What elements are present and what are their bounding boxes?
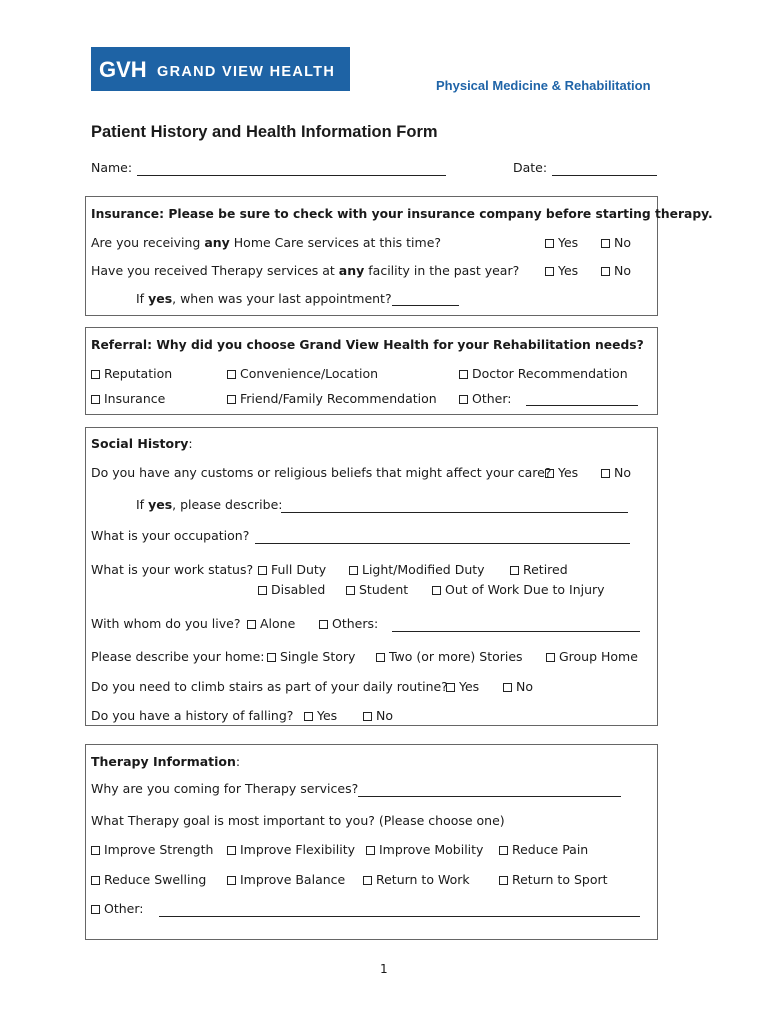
stairs-yes[interactable]: Yes xyxy=(446,679,479,695)
home-care-question: Are you receiving any Home Care services at this time? xyxy=(91,235,442,250)
referral-other-field[interactable] xyxy=(526,405,638,406)
checkbox-icon[interactable] xyxy=(91,370,100,379)
goal-improve-mobility[interactable]: Improve Mobility xyxy=(366,842,483,858)
name-field[interactable] xyxy=(137,175,446,176)
checkbox-icon[interactable] xyxy=(346,586,355,595)
checkbox-icon[interactable] xyxy=(319,620,328,629)
live-alone[interactable]: Alone xyxy=(247,616,295,632)
therapy-why-field[interactable] xyxy=(358,796,621,797)
checkbox-icon[interactable] xyxy=(601,267,610,276)
goal-improve-flexibility[interactable]: Improve Flexibility xyxy=(227,842,355,858)
department-label: Physical Medicine & Rehabilitation xyxy=(436,78,651,93)
beliefs-describe-label: If yes, please describe: xyxy=(136,497,283,512)
name-label: Name: xyxy=(91,160,133,175)
checkbox-icon[interactable] xyxy=(499,846,508,855)
checkbox-icon[interactable] xyxy=(446,683,455,692)
checkbox-icon[interactable] xyxy=(545,239,554,248)
goal-other[interactable]: Other: xyxy=(91,901,143,917)
referral-insurance[interactable]: Insurance xyxy=(91,391,165,407)
work-light-duty[interactable]: Light/Modified Duty xyxy=(349,562,485,578)
logo-abbr: GVH xyxy=(99,57,147,82)
work-status-question: What is your work status? xyxy=(91,562,254,577)
home-care-yes[interactable]: Yes xyxy=(545,235,578,251)
live-with-question: With whom do you live? xyxy=(91,616,241,631)
last-appointment-question: If yes, when was your last appointment? xyxy=(136,291,392,306)
checkbox-icon[interactable] xyxy=(91,395,100,404)
logo-name: GRAND VIEW HEALTH xyxy=(157,64,336,80)
therapy-past-year-yes[interactable]: Yes xyxy=(545,263,578,279)
checkbox-icon[interactable] xyxy=(432,586,441,595)
checkbox-icon[interactable] xyxy=(247,620,256,629)
insurance-heading: Insurance: Please be sure to check with your insurance company before starting therapy. xyxy=(91,207,713,221)
checkbox-icon[interactable] xyxy=(459,395,468,404)
referral-other[interactable]: Other: xyxy=(459,391,511,407)
referral-friend-family[interactable]: Friend/Family Recommendation xyxy=(227,391,437,407)
work-student[interactable]: Student xyxy=(346,582,408,598)
checkbox-icon[interactable] xyxy=(545,469,554,478)
date-label: Date: xyxy=(513,160,548,175)
checkbox-icon[interactable] xyxy=(304,712,313,721)
work-disabled[interactable]: Disabled xyxy=(258,582,325,598)
checkbox-icon[interactable] xyxy=(546,653,555,662)
referral-heading: Referral: Why did you choose Grand View Health for your Rehabilitation needs? xyxy=(91,338,644,352)
checkbox-icon[interactable] xyxy=(363,876,372,885)
date-field[interactable] xyxy=(552,175,657,176)
stairs-no[interactable]: No xyxy=(503,679,533,695)
goal-reduce-pain[interactable]: Reduce Pain xyxy=(499,842,588,858)
checkbox-icon[interactable] xyxy=(459,370,468,379)
last-appointment-field[interactable] xyxy=(392,305,459,306)
work-out-injury[interactable]: Out of Work Due to Injury xyxy=(432,582,605,598)
checkbox-icon[interactable] xyxy=(227,395,236,404)
home-single-story[interactable]: Single Story xyxy=(267,649,355,665)
checkbox-icon[interactable] xyxy=(227,876,236,885)
checkbox-icon[interactable] xyxy=(503,683,512,692)
home-question: Please describe your home: xyxy=(91,649,265,664)
occupation-question: What is your occupation? xyxy=(91,528,250,543)
checkbox-icon[interactable] xyxy=(91,905,100,914)
page-number: 1 xyxy=(380,962,388,976)
checkbox-icon[interactable] xyxy=(227,846,236,855)
stairs-question: Do you need to climb stairs as part of your daily routine? xyxy=(91,679,448,694)
occupation-field[interactable] xyxy=(255,543,630,544)
beliefs-no[interactable]: No xyxy=(601,465,631,481)
referral-doctor[interactable]: Doctor Recommendation xyxy=(459,366,628,382)
goal-other-field[interactable] xyxy=(159,916,640,917)
referral-convenience[interactable]: Convenience/Location xyxy=(227,366,378,382)
goal-reduce-swelling[interactable]: Reduce Swelling xyxy=(91,872,206,888)
page-title: Patient History and Health Information Form xyxy=(91,123,438,141)
beliefs-describe-field[interactable] xyxy=(281,512,628,513)
checkbox-icon[interactable] xyxy=(601,469,610,478)
checkbox-icon[interactable] xyxy=(366,846,375,855)
checkbox-icon[interactable] xyxy=(258,586,267,595)
social-history-heading: Social History: xyxy=(91,436,193,451)
checkbox-icon[interactable] xyxy=(601,239,610,248)
home-two-stories[interactable]: Two (or more) Stories xyxy=(376,649,523,665)
referral-reputation[interactable]: Reputation xyxy=(91,366,172,382)
therapy-goal-question: What Therapy goal is most important to you? (Please choose one) xyxy=(91,813,505,828)
live-others-field[interactable] xyxy=(392,631,640,632)
therapy-info-heading: Therapy Information: xyxy=(91,754,241,769)
beliefs-question: Do you have any customs or religious beliefs that might affect your care? xyxy=(91,465,552,480)
therapy-why-question: Why are you coming for Therapy services? xyxy=(91,781,359,796)
home-care-no[interactable]: No xyxy=(601,235,631,251)
home-group-home[interactable]: Group Home xyxy=(546,649,638,665)
live-others[interactable]: Others: xyxy=(319,616,378,632)
therapy-past-year-question: Have you received Therapy services at any facility in the past year? xyxy=(91,263,520,278)
goal-return-to-sport[interactable]: Return to Sport xyxy=(499,872,608,888)
falling-yes[interactable]: Yes xyxy=(304,708,337,724)
checkbox-icon[interactable] xyxy=(363,712,372,721)
checkbox-icon[interactable] xyxy=(376,653,385,662)
goal-improve-strength[interactable]: Improve Strength xyxy=(91,842,213,858)
goal-improve-balance[interactable]: Improve Balance xyxy=(227,872,345,888)
beliefs-yes[interactable]: Yes xyxy=(545,465,578,481)
checkbox-icon[interactable] xyxy=(91,876,100,885)
checkbox-icon[interactable] xyxy=(91,846,100,855)
checkbox-icon[interactable] xyxy=(227,370,236,379)
therapy-past-year-no[interactable]: No xyxy=(601,263,631,279)
checkbox-icon[interactable] xyxy=(545,267,554,276)
checkbox-icon[interactable] xyxy=(267,653,276,662)
checkbox-icon[interactable] xyxy=(499,876,508,885)
work-full-duty[interactable]: Full Duty xyxy=(258,562,326,578)
checkbox-icon[interactable] xyxy=(349,566,358,575)
checkbox-icon[interactable] xyxy=(510,566,519,575)
checkbox-icon[interactable] xyxy=(258,566,267,575)
falling-no[interactable]: No xyxy=(363,708,393,724)
work-retired[interactable]: Retired xyxy=(510,562,568,578)
falling-question: Do you have a history of falling? xyxy=(91,708,294,723)
goal-return-to-work[interactable]: Return to Work xyxy=(363,872,470,888)
